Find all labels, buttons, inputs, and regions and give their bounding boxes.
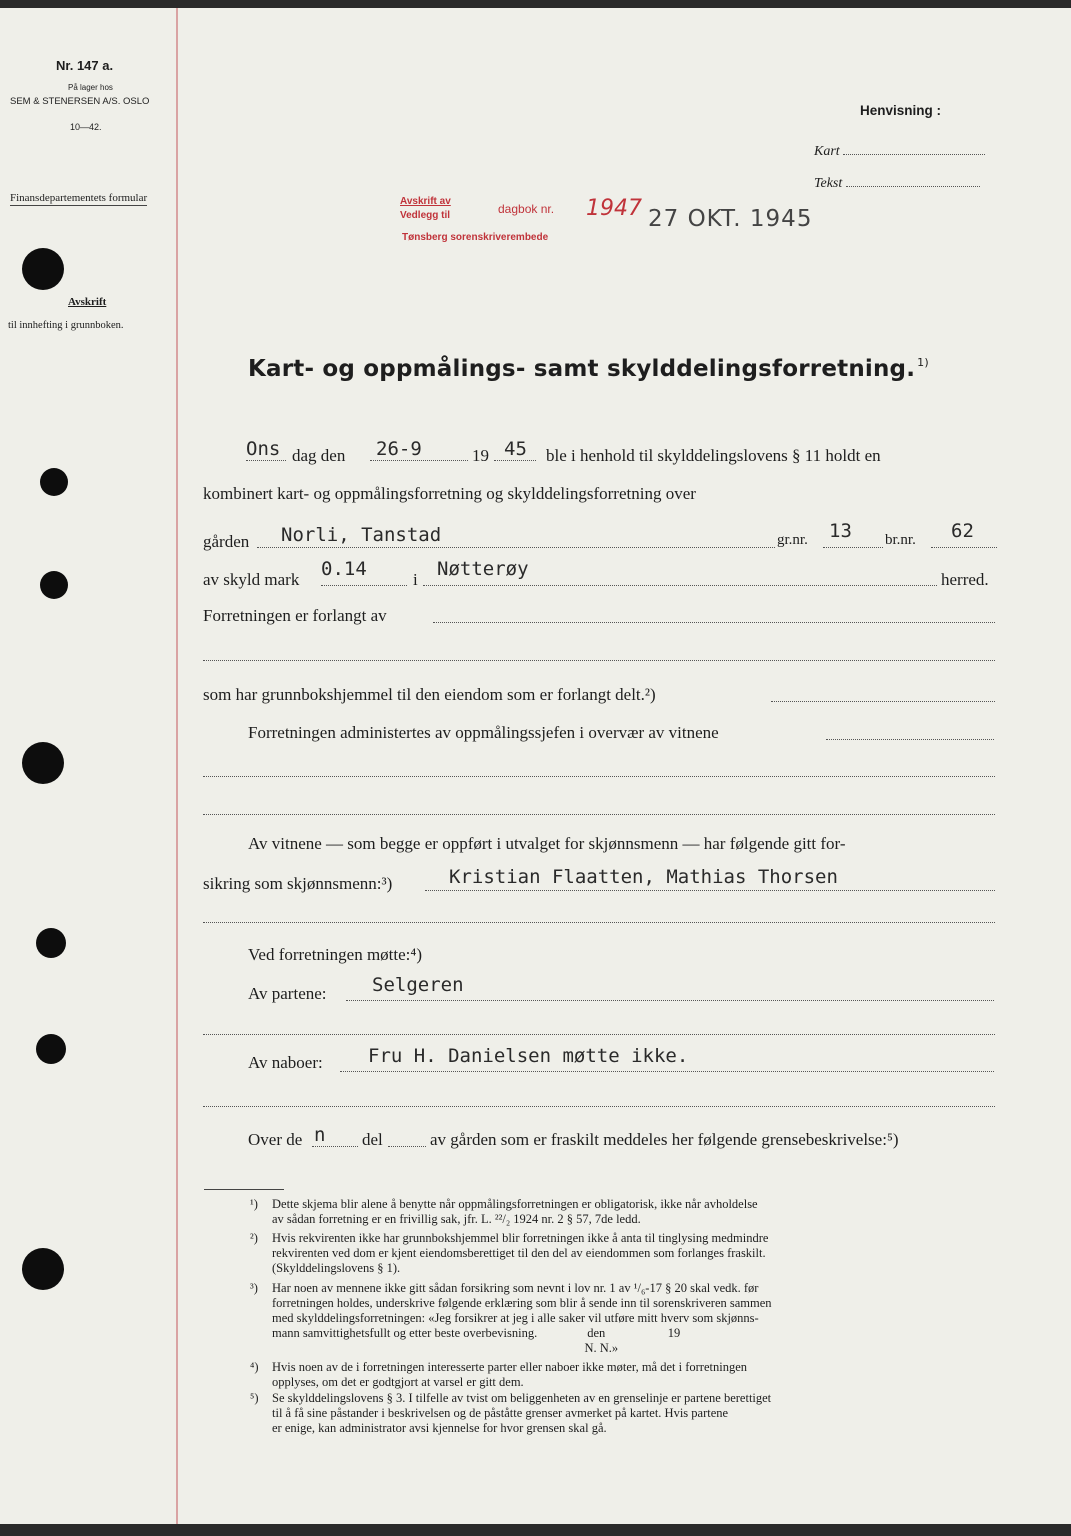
avskrift-heading: Avskrift	[68, 296, 107, 308]
document-page	[0, 8, 1071, 1524]
day-value[interactable]: Ons	[246, 438, 281, 460]
footnote-line: til å få sine påstander i beskrivelsen og de påståtte grenser avmerket på kartet. Hvis partene	[272, 1406, 729, 1420]
vitner-value[interactable]: Kristian Flaatten, Mathias Thorsen	[449, 866, 838, 888]
label-partene: Av partene:	[248, 984, 327, 1003]
footnote-line: rekvirenten ved dom er kjent eiendomsberettiget til den del av eiendommen som forlanges fraskilt.	[272, 1246, 766, 1260]
footnote-number: ³)	[250, 1281, 258, 1295]
punch-hole	[22, 1248, 64, 1290]
forlangt-field[interactable]	[433, 622, 995, 623]
footnote-line: er enige, kan administrator avsi kjennelse for hvor grensen skal gå.	[272, 1421, 607, 1435]
punch-hole	[22, 248, 64, 290]
stamp-text: Avskrift av	[400, 196, 451, 207]
label-av-garden: av gården som er fraskilt meddeles her følgende grensebeskrivelse:⁵)	[430, 1130, 899, 1149]
date-value[interactable]: 26-9	[376, 438, 422, 460]
stamp-text: Vedlegg til	[400, 210, 451, 221]
label-forlangt: Forretningen er forlangt av	[203, 606, 387, 625]
form-line-13	[248, 1124, 1008, 1156]
title-text: Kart- og oppmålings- samt skylddelingsforretning.	[248, 356, 916, 382]
document-title	[248, 356, 929, 382]
form-line-7	[248, 723, 1008, 747]
footnote-number: ²)	[250, 1231, 258, 1245]
form-line-11	[248, 974, 1008, 1004]
footnote-line: med skylddelingsforretningen: «Jeg forsikrer at jeg i alle saker vil utføre mitt hverv som skjønns-	[272, 1311, 759, 1325]
printer-line: På lager hos	[68, 83, 113, 92]
form-line-2: kombinert kart- og oppmålingsforretning og skylddelingsforretning over	[203, 484, 696, 503]
stamp-date: 27 OKT. 1945	[648, 206, 813, 232]
footnote-line: N. N.»	[272, 1341, 619, 1355]
footnote-number: ¹)	[250, 1197, 258, 1211]
form-line-4	[203, 556, 1003, 588]
punch-hole	[40, 571, 68, 599]
tekst-label: Tekst	[814, 176, 843, 191]
label-del: del	[362, 1130, 383, 1149]
blank-line[interactable]	[203, 814, 995, 815]
form-line-8: Av vitnene — som begge er oppført i utvalget for skjønnsmenn — har følgende gitt for-	[248, 834, 846, 853]
title-note: 1)	[917, 356, 929, 369]
reference-tekst	[814, 176, 980, 192]
label-brnr: br.nr.	[885, 532, 916, 548]
label-naboer: Av naboer:	[248, 1053, 323, 1072]
farm-value[interactable]: Norli, Tanstad	[281, 524, 442, 546]
label-herred: herred.	[941, 570, 989, 589]
form-line-6	[203, 685, 1003, 709]
naboer-value[interactable]: Fru H. Danielsen møtte ikke.	[368, 1045, 689, 1067]
punch-hole	[22, 742, 64, 784]
blank-line[interactable]	[203, 660, 995, 661]
label-19: 19	[472, 446, 489, 465]
kart-label: Kart	[814, 144, 840, 159]
label-garden: gården	[203, 532, 250, 551]
herred-value[interactable]: Nøtterøy	[437, 558, 529, 580]
reference-kart	[814, 144, 985, 160]
avskrift-note: til innhefting i grunnboken.	[8, 320, 124, 331]
formular-label: Finansdepartementets formular	[10, 192, 148, 204]
grnr-value[interactable]: 13	[829, 520, 852, 542]
over-value[interactable]: n	[314, 1124, 326, 1146]
footnote-line: mann samvittighetsfullt og etter beste overbevisning. den 19	[272, 1326, 681, 1340]
label-over: Over de	[248, 1130, 303, 1149]
stamp-text: Tønsberg sorenskriverembede	[402, 232, 549, 243]
footnote-line: Hvis noen av de i forretningen interesserte parter eller naboer ikke møter, må det i forretningen	[272, 1360, 748, 1374]
margin-rule	[176, 8, 178, 1524]
blank-line[interactable]	[203, 776, 995, 777]
footnote-number: ⁴)	[250, 1360, 259, 1374]
footnote-line: Dette skjema blir alene å benytte når oppmålingsforretningen er obligatorisk, ikke når avholdelse	[272, 1197, 758, 1211]
brnr-value[interactable]: 62	[951, 520, 974, 542]
blank-line[interactable]	[203, 1106, 995, 1107]
form-line-1	[246, 438, 1006, 468]
label-grnr: gr.nr.	[777, 532, 808, 548]
stamp-number: 1947	[586, 196, 642, 221]
footnote-number: ⁵)	[250, 1391, 259, 1405]
punch-hole	[40, 468, 68, 496]
form-line-10: Ved forretningen møtte:⁴)	[248, 945, 422, 964]
punch-hole	[36, 928, 66, 958]
kart-field[interactable]	[843, 154, 985, 155]
blank-line[interactable]	[203, 1034, 995, 1035]
form-number: Nr. 147 a.	[56, 58, 114, 73]
skyld-value[interactable]: 0.14	[321, 558, 367, 580]
label-grunnbok: som har grunnbokshjemmel til den eiendom som er forlangt delt.²)	[203, 685, 656, 704]
printer-line: SEM & STENERSEN A/S. OSLO	[10, 96, 150, 107]
footnote-rule	[204, 1189, 284, 1190]
printer-line: 10—42.	[70, 122, 102, 132]
form-line-5	[203, 606, 1003, 630]
label-av-skyld: av skyld mark	[203, 570, 300, 589]
form-line-3	[203, 518, 1003, 551]
footnote-line: Se skylddelingslovens § 3. I tilfelle av tvist om beliggenheten av en grenselinje er partene berettiget	[272, 1391, 772, 1405]
form-line-12	[248, 1045, 1008, 1081]
label-ble: ble i henhold til skylddelingslovens § 11 holdt en	[546, 446, 881, 465]
footnote-line: opplyses, om det er godtgjort at varsel er gitt dem.	[272, 1375, 524, 1389]
label-dag-den: dag den	[292, 446, 346, 465]
footnote-line: av sådan forretning er en frivillig sak, jfr. L. ²²/₂ 1924 nr. 2 § 57, 7de ledd.	[272, 1212, 641, 1226]
tekst-field[interactable]	[846, 186, 980, 187]
stamp-text: dagbok nr.	[498, 202, 555, 216]
year-value[interactable]: 45	[504, 438, 527, 460]
footnote-line: Hvis rekvirenten ikke har grunnbokshjemmel blir forretningen ikke å anta til tinglysing medmindre	[272, 1231, 769, 1245]
footnote-line: forretningen holdes, underskrive følgende erklæring som blir å sende inn til sorenskriveren sammen	[272, 1296, 772, 1310]
reference-label: Henvisning :	[860, 103, 942, 118]
blank-line[interactable]	[203, 922, 995, 923]
partene-value[interactable]: Selgeren	[372, 974, 464, 996]
label-administrert: Forretningen administertes av oppmålingssjefen i overvær av vitnene	[248, 723, 719, 742]
footnote-line: (Skylddelingslovens § 1).	[272, 1261, 401, 1275]
form-line-9	[203, 868, 1003, 896]
punch-hole	[36, 1034, 66, 1064]
label-i: i	[413, 570, 418, 589]
label-vitnene2: sikring som skjønnsmenn:³)	[203, 874, 393, 893]
footnote-line: Har noen av mennene ikke gitt sådan forsikring som nevnt i lov nr. 1 av ¹/₆-17 § 20 skal vedk. før	[272, 1281, 759, 1295]
